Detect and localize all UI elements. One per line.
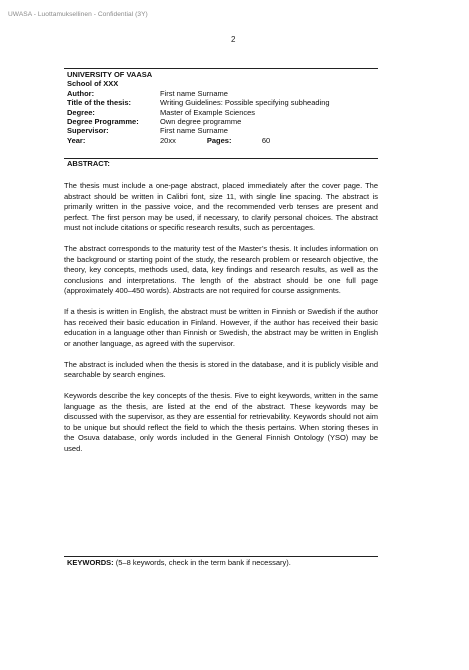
author-row xyxy=(67,89,377,98)
top-rule xyxy=(64,68,378,69)
keywords-label: KEYWORDS: xyxy=(67,558,114,567)
supervisor-label: Supervisor: xyxy=(67,126,109,136)
page-number: 2 xyxy=(231,35,236,44)
author-value: First name Surname xyxy=(160,88,228,98)
thesis-info-block xyxy=(67,70,377,145)
abstract-paragraph: If a thesis is written in English, the abstract must be written in Finnish or Swedish if the author has received their basic education in Finland. However, if the author has received their basic education in a language other than Finnish or Swedish, the abstract may be written in English or another language, as agreed with the supervisor. xyxy=(64,307,378,348)
title-label: Title of the thesis: xyxy=(67,98,132,108)
abstract-paragraph: The thesis must include a one-page abstract, placed immediately after the cover page. The abstract should be written in Calibri font, size 11, with single line spacing. The abstract is primarily written in the passive voice, and the recommended verb tenses are present and perfect. The first person may be used, if necessary, to clarify personal choices. The abstract must not include citations or specific research results, such as percentages. xyxy=(64,181,378,232)
programme-value: Own degree programme xyxy=(160,116,242,126)
degree-label: Degree: xyxy=(67,107,95,117)
classification-header: UWASA - Luottamuksellinen - Confidential (3Y) xyxy=(8,11,148,18)
supervisor-row xyxy=(67,126,377,135)
year-underline-rule xyxy=(64,158,378,159)
title-row xyxy=(67,98,377,107)
year-row xyxy=(67,136,377,145)
year-value: 20xx xyxy=(160,135,176,145)
pages-label: Pages: xyxy=(206,135,232,145)
abstract-heading: ABSTRACT: xyxy=(67,159,110,168)
school-name: School of XXX xyxy=(67,79,119,89)
supervisor-value: First name Surname xyxy=(160,126,228,136)
abstract-paragraph: Keywords describe the key concepts of the thesis. Five to eight keywords, written in the same language as the thesis, are listed at the end of the abstract. These keywords may be discussed with the supervisor, as they are essential for retrievability. Keywords should not aim to be unique but should reflect the field to which the thesis pertains. When storing theses in the Osuva database, only words included in the General Finnish Ontology (YSO) may be used. xyxy=(64,391,378,453)
year-label: Year: xyxy=(67,135,86,145)
abstract-paragraph: The abstract corresponds to the maturity test of the Master’s thesis. It includes information on the background or starting point of the study, the research problem or research objective, the theory, key concepts, methods used, data, key findings and research results, as well as the conclusions and interpretations. The length of the abstract should be one full page (approximately 400–450 words). Abstracts are not required for course assignments. xyxy=(64,244,378,296)
keywords-rule xyxy=(64,556,378,557)
author-label: Author: xyxy=(67,88,95,98)
pages-value: 60 xyxy=(261,135,271,145)
degree-value: Master of Example Sciences xyxy=(160,107,256,117)
degree-row xyxy=(67,108,377,117)
keywords-text: (5–8 keywords, check in the term bank if necessary). xyxy=(113,558,291,567)
keywords-line xyxy=(67,558,291,567)
programme-label: Degree Programme: xyxy=(67,116,139,126)
abstract-paragraph: The abstract is included when the thesis is stored in the database, and it is publicly visible and searchable by search engines. xyxy=(64,359,378,380)
university-name: UNIVERSITY OF VAASA xyxy=(67,70,153,79)
programme-row xyxy=(67,117,377,126)
abstract-body xyxy=(64,181,378,465)
title-value: Writing Guidelines: Possible specifying subheading xyxy=(160,98,330,108)
